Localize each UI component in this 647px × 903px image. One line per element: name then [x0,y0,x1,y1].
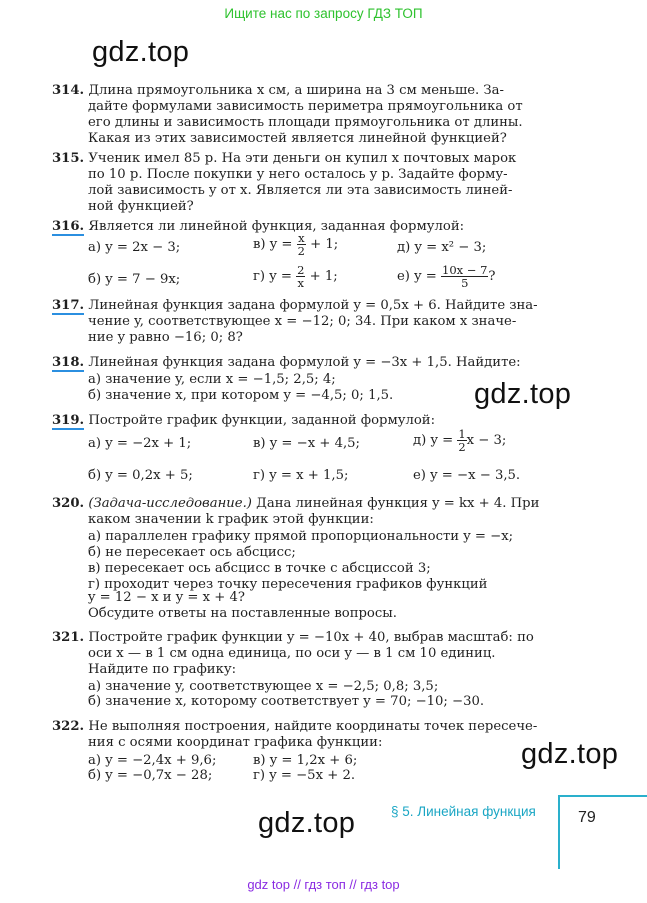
problem-320-line: Обсудите ответы на поставленные вопросы. [88,606,397,621]
fraction: $\frac{1}{2}$ [458,427,466,454]
problem-text: Является ли линейной функция, заданная формулой: [88,219,465,234]
problem-319-line [52,413,435,429]
option-v: в) y = −x + 4,5; [253,436,360,451]
problem-text: Ученик имел 85 р. На эти деньги он купил x почтовых марок [88,151,517,166]
problem-number-link[interactable]: 319. [52,413,85,428]
problem-315-line [52,151,516,167]
problem-number: 315. [52,151,85,166]
page-divider [558,795,647,797]
page-number: 79 [578,809,596,826]
problem-text: Дана линейная функция y = kx + 4. При [251,496,540,511]
option-v: в) y = 1,2x + 6; [253,753,358,768]
problem-number: 322. [52,719,85,734]
fraction: $\frac{2}{x}$ [297,263,305,290]
problem-number-link[interactable]: 317. [52,298,85,313]
problem-318-line [52,355,521,371]
option-g: г) y = x + 1,5; [253,468,349,483]
problem-317-line [52,298,538,314]
fraction: $\frac{x}{2}$ [297,231,305,258]
problem-320-line: y = 12 − x и y = x + 4? [88,590,245,605]
option-b: б) y = −0,7x − 28; [88,768,213,783]
problem-text: Линейная функция задана формулой y = 0,5x + 6. Найдите зна- [88,298,538,313]
problem-320-line: каком значении k график этой функции: [88,512,374,527]
watermark-logo: gdz.top [92,36,190,68]
watermark-logo: gdz.top [258,807,356,839]
option-a: а) y = 2x − 3; [88,240,181,255]
watermark-logo: gdz.top [521,738,619,770]
option-b: б) y = 7 − 9x; [88,272,181,287]
option-g: г) y = $\frac{2}{x}$ + 1; [253,263,338,290]
problem-314-line: его длины и зависимость площади прямоугольника от длины. [88,115,523,130]
option-a: а) y = −2x + 1; [88,436,192,451]
problem-number-link[interactable]: 316. [52,219,85,234]
problem-text: Постройте график функции, заданной формулой: [88,413,436,428]
problem-text: Линейная функция задана формулой y = −3x + 1,5. Найдите: [88,355,521,370]
option-b: б) y = 0,2x + 5; [88,468,193,483]
fraction: $\frac{10x - 7}{5}$ [442,263,488,290]
problem-number-link[interactable]: 318. [52,355,85,370]
problem-text: Не выполняя построения, найдите координаты точек пересече- [88,719,538,734]
option-g: г) y = −5x + 2. [253,768,356,783]
problem-317-line: ние y равно −16; 0; 8? [88,330,243,345]
problem-314-line [52,83,504,99]
problem-315-line: лой зависимость y от x. Является ли эта зависимость линей- [88,183,513,198]
problem-320-line: б) не пересекает ось абсцисс; [88,545,296,560]
problem-315-line: ной функцией? [88,199,194,214]
problem-number: 321. [52,630,85,645]
page-divider [558,795,560,869]
problem-315-line: по 10 р. После покупки у него осталось y р. Задайте форму- [88,167,508,182]
problem-320-line: г) проходит через точку пересечения графиков функций [88,577,488,592]
footer-links[interactable]: gdz top // гдз топ // гдз top [247,877,400,892]
problem-320-line: а) параллелен графику прямой пропорциональности y = −x; [88,529,514,544]
problem-314-line: дайте формулами зависимость периметра прямоугольника от [88,99,523,114]
problem-321-line: Найдите по графику: [88,662,237,677]
option-a: а) y = −2,4x + 9,6; [88,753,217,768]
problem-318-line: б) значение x, при котором y = −4,5; 0; 1,5. [88,388,394,403]
option-d: д) y = $\frac{1}{2}$ x − 3; [413,427,507,454]
watermark-logo: gdz.top [474,378,572,410]
option-d: д) y = x² − 3; [397,240,487,255]
problem-318-line: а) значение y, если x = −1,5; 2,5; 4; [88,372,336,387]
problem-320-line: в) пересекает ось абсцисс в точке с абсциссой 3; [88,561,431,576]
option-v: в) y = $\frac{x}{2}$ + 1; [253,231,339,258]
problem-322-line: ния с осями координат графика функции: [88,735,383,750]
search-hint-link[interactable]: Ищите нас по запросу ГДЗ ТОП [224,6,423,21]
problem-322-line [52,719,537,735]
problem-314-line: Какая из этих зависимостей является линейной функцией? [88,131,507,146]
problem-321-line: оси x — в 1 см одна единица, по оси y — в 1 см 10 единиц. [88,646,496,661]
problem-number: 314. [52,83,85,98]
problem-text: Длина прямоугольника x см, а ширина на 3 см меньше. За- [88,83,504,98]
problem-321-line: а) значение y, соответствующее x = −2,5; 0,8; 3,5; [88,679,439,694]
option-e: е) y = $\frac{10x - 7}{5}$ ? [397,263,496,290]
problem-320-line [52,496,539,512]
section-title: § 5. Линейная функция [391,804,536,819]
problem-note: (Задача-исследование.) [88,496,252,511]
problem-317-line: чение y, соответствующее x = −12; 0; 34. При каком x значе- [88,314,517,329]
option-e: е) y = −x − 3,5. [413,468,521,483]
problem-321-line: б) значение x, которому соответствует y = 70; −10; −30. [88,694,485,709]
problem-text: Постройте график функции y = −10x + 40, выбрав масштаб: по [88,630,534,645]
problem-321-line [52,630,534,646]
problem-number: 320. [52,496,85,511]
